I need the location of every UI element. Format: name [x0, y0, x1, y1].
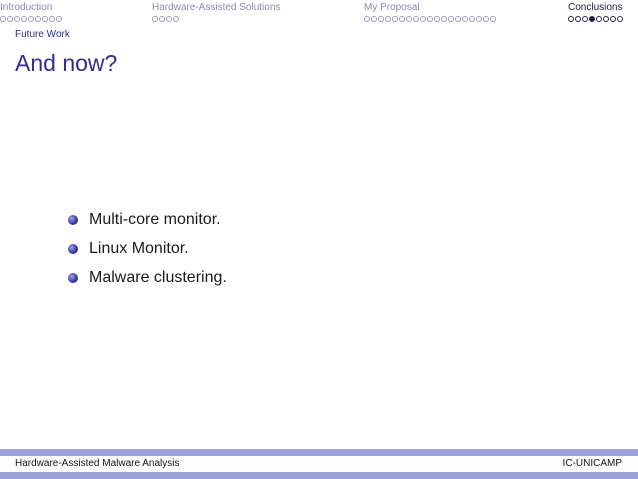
nav-frame-dot-icon[interactable] [406, 16, 412, 22]
nav-frame-dot-icon[interactable] [49, 16, 55, 22]
nav-frame-dot-icon[interactable] [589, 16, 595, 22]
nav-frame-dot-icon[interactable] [378, 16, 384, 22]
nav-frame-dot-icon[interactable] [483, 16, 489, 22]
nav-frame-dot-icon[interactable] [28, 16, 34, 22]
nav-frame-dot-icon[interactable] [575, 16, 581, 22]
nav-section-my-proposal[interactable] [364, 2, 496, 23]
nav-frame-dot-icon[interactable] [455, 16, 461, 22]
nav-frame-dot-icon[interactable] [610, 16, 616, 22]
footer [0, 456, 638, 472]
nav-frame-dot-icon[interactable] [413, 16, 419, 22]
nav-frame-dot-icon[interactable] [469, 16, 475, 22]
nav-frame-dot-icon[interactable] [152, 16, 158, 22]
bullet-text: Linux Monitor. [89, 239, 189, 257]
bullet-ball-icon [68, 273, 78, 283]
bullet-ball-icon [68, 244, 78, 254]
nav-frame-dot-icon[interactable] [427, 16, 433, 22]
nav-frame-dot-icon[interactable] [617, 16, 623, 22]
nav-frame-dot-icon[interactable] [568, 16, 574, 22]
slide-title: And now? [15, 50, 118, 76]
subsection-title: Future Work [15, 29, 70, 40]
nav-frame-dot-icon[interactable] [603, 16, 609, 22]
nav-frame-dot-icon[interactable] [173, 16, 179, 22]
nav-section-title[interactable]: Hardware-Assisted Solutions [152, 2, 281, 13]
nav-frame-dot-icon[interactable] [385, 16, 391, 22]
nav-section-title[interactable]: My Proposal [364, 2, 420, 13]
nav-section-progress-dots [0, 15, 62, 23]
nav-frame-dot-icon[interactable] [35, 16, 41, 22]
nav-frame-dot-icon[interactable] [14, 16, 20, 22]
nav-frame-dot-icon[interactable] [420, 16, 426, 22]
nav-section-introduction[interactable] [0, 2, 62, 23]
list-item [68, 205, 227, 234]
footer-institution: IC-UNICAMP [562, 458, 622, 469]
nav-frame-dot-icon[interactable] [399, 16, 405, 22]
nav-section-conclusions[interactable] [568, 2, 623, 23]
bullet-text: Multi-core monitor. [89, 210, 221, 228]
nav-frame-dot-icon[interactable] [21, 16, 27, 22]
nav-section-progress-dots [364, 15, 496, 23]
bullet-ball-icon [68, 215, 78, 225]
nav-frame-dot-icon[interactable] [462, 16, 468, 22]
nav-section-progress-dots [152, 15, 280, 23]
navigation-bar [0, 0, 638, 30]
list-item [68, 234, 227, 263]
nav-section-title[interactable]: Introduction [0, 2, 53, 13]
footer-presentation-title: Hardware-Assisted Malware Analysis [15, 458, 180, 469]
nav-frame-dot-icon[interactable] [166, 16, 172, 22]
bullet-text: Malware clustering. [89, 268, 227, 286]
footer-divider-top [0, 449, 638, 456]
nav-frame-dot-icon[interactable] [56, 16, 62, 22]
nav-frame-dot-icon[interactable] [490, 16, 496, 22]
nav-frame-dot-icon[interactable] [392, 16, 398, 22]
nav-frame-dot-icon[interactable] [448, 16, 454, 22]
nav-frame-dot-icon[interactable] [364, 16, 370, 22]
nav-frame-dot-icon[interactable] [596, 16, 602, 22]
list-item [68, 263, 227, 292]
nav-section-hardware-assisted-solutions[interactable] [152, 2, 280, 23]
bullet-list [68, 205, 227, 292]
nav-frame-dot-icon[interactable] [7, 16, 13, 22]
nav-frame-dot-icon[interactable] [434, 16, 440, 22]
nav-frame-dot-icon[interactable] [159, 16, 165, 22]
footer-divider-bottom [0, 472, 638, 479]
nav-frame-dot-icon[interactable] [42, 16, 48, 22]
nav-frame-dot-icon[interactable] [441, 16, 447, 22]
nav-frame-dot-icon[interactable] [0, 16, 6, 22]
nav-section-title[interactable]: Conclusions [568, 2, 623, 13]
nav-frame-dot-icon[interactable] [476, 16, 482, 22]
nav-frame-dot-icon[interactable] [371, 16, 377, 22]
nav-section-progress-dots [568, 15, 623, 23]
nav-frame-dot-icon[interactable] [582, 16, 588, 22]
